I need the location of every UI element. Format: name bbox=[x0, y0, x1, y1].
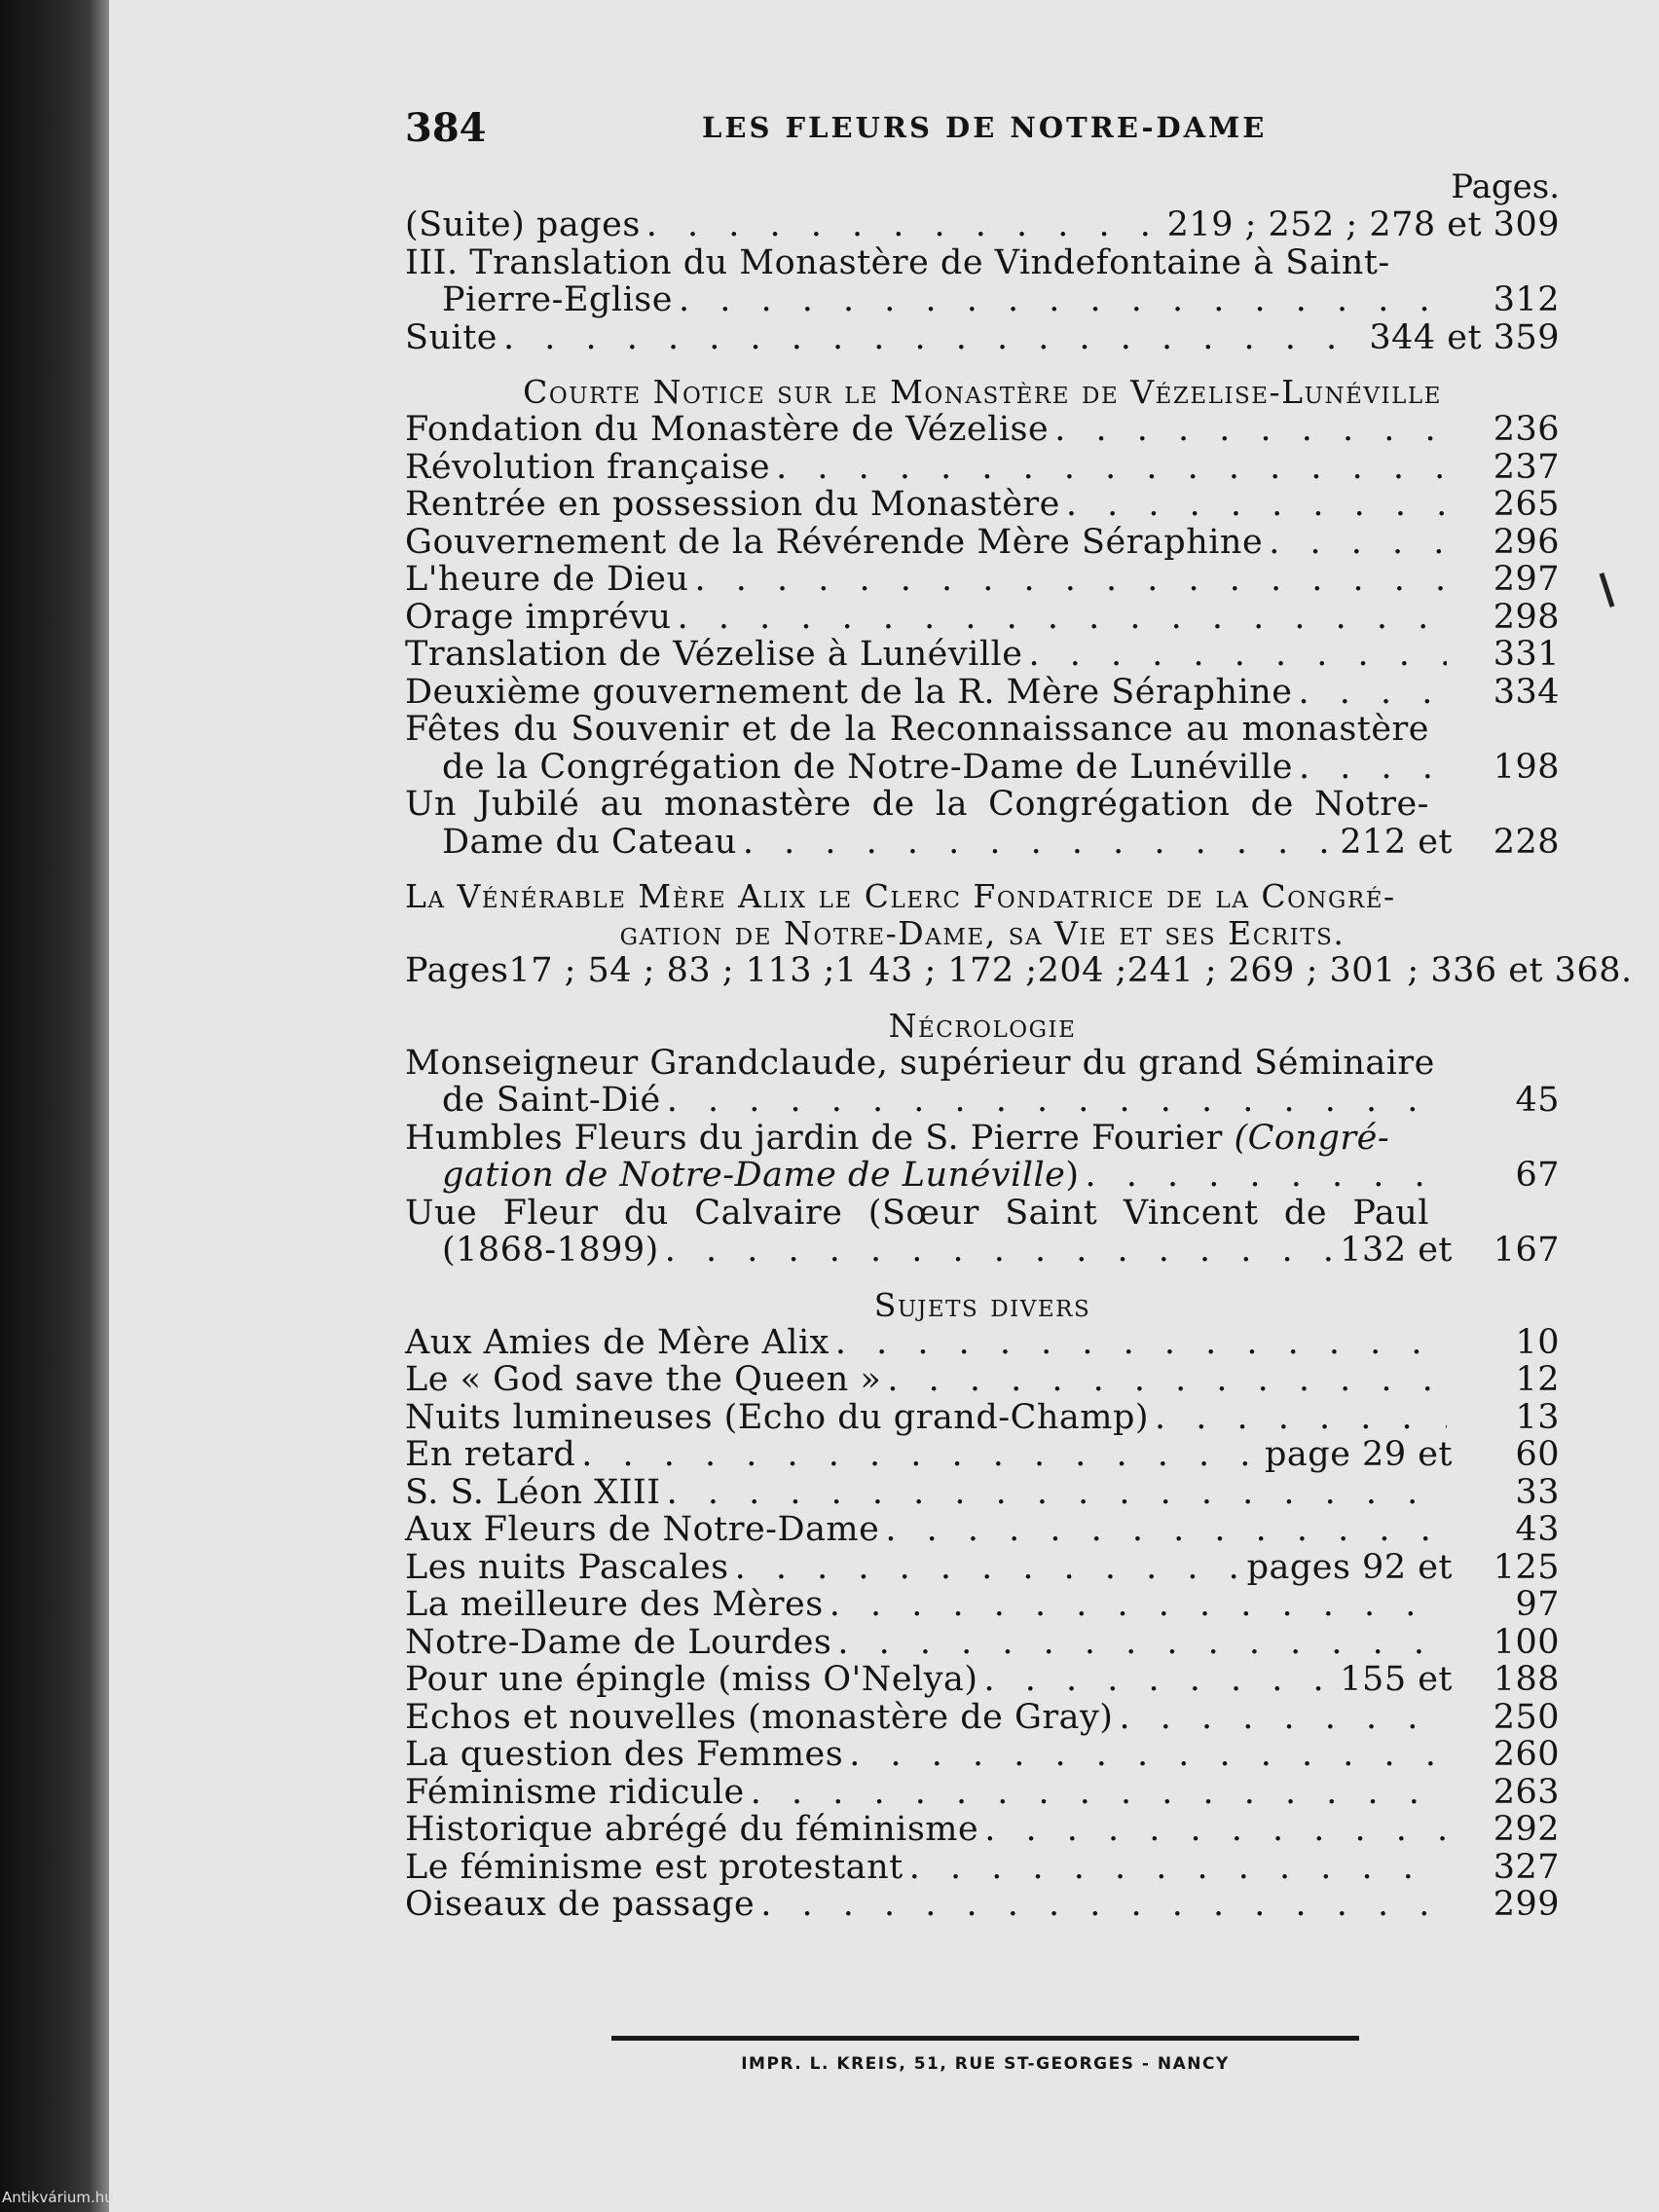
toc-entry bbox=[405, 1699, 1560, 1737]
entry-page-extra: pages 92 et bbox=[1246, 1547, 1453, 1587]
leader-dots bbox=[835, 1324, 1447, 1362]
leader-dots bbox=[1086, 1157, 1447, 1195]
entry-title: Dame du Cateau bbox=[442, 822, 737, 862]
leader-dots bbox=[751, 1774, 1447, 1812]
entry-title: de Saint-Dié bbox=[442, 1081, 661, 1120]
toc-entry bbox=[405, 206, 1560, 244]
entry-page: 298 bbox=[1493, 597, 1560, 637]
entry-page: 237 bbox=[1493, 447, 1560, 487]
entry-title-italic: gation de Notre-Dame de Lunéville bbox=[442, 1156, 1066, 1195]
toc-entry bbox=[405, 411, 1560, 449]
entry-page: 12 bbox=[1515, 1360, 1560, 1399]
toc-entry bbox=[405, 674, 1560, 712]
entry-title-text: Humbles Fleurs du jardin de S. Pierre Fourier bbox=[405, 1118, 1223, 1158]
leader-dots bbox=[849, 1736, 1447, 1774]
entry-title: Fondation du Monastère de Vézelise bbox=[405, 410, 1050, 449]
leader-dots bbox=[678, 599, 1447, 637]
toc-entry bbox=[405, 1436, 1560, 1474]
entry-page: 250 bbox=[1493, 1697, 1560, 1737]
entry-title: Le « God save the Queen » bbox=[405, 1360, 882, 1399]
leader-dots bbox=[735, 1549, 1241, 1587]
entry-title: de la Congrégation de Notre-Dame de Lunéville bbox=[442, 747, 1294, 787]
toc-entry bbox=[405, 1399, 1560, 1437]
entry-title bbox=[442, 1157, 1080, 1195]
watermark: Antikvárium.hu bbox=[2, 2189, 114, 2206]
leader-dots bbox=[1299, 749, 1447, 787]
printer-imprint: IMPR. L. KREIS, 51, RUE ST-GEORGES - NANCY bbox=[741, 2054, 1230, 2074]
entry-page: 334 bbox=[1493, 672, 1560, 712]
entry-title: (Suite) pages bbox=[405, 205, 641, 244]
running-header bbox=[405, 105, 1560, 154]
toc-entry bbox=[405, 1082, 1560, 1120]
entry-title: Oiseaux de passage bbox=[405, 1885, 756, 1924]
toc-entry bbox=[405, 319, 1560, 357]
entry-page: 297 bbox=[1493, 560, 1560, 599]
section-heading-alix-cont: gation de Notre-Dame, sa Vie et ses Ecrits. bbox=[619, 914, 1346, 952]
entry-page: 100 bbox=[1493, 1622, 1560, 1662]
leader-dots bbox=[984, 1811, 1447, 1849]
entry-page-extra: 155 et bbox=[1340, 1660, 1453, 1699]
entry-page: 188 bbox=[1493, 1660, 1560, 1699]
toc-entry bbox=[405, 1736, 1560, 1774]
toc-entry bbox=[405, 749, 1560, 787]
leader-dots bbox=[760, 1886, 1447, 1924]
entry-title: Rentrée en possession du Monastère bbox=[405, 485, 1060, 524]
entry-page: 198 bbox=[1493, 747, 1560, 787]
pages-column-label: Pages. bbox=[1451, 167, 1560, 206]
leader-dots bbox=[1298, 674, 1447, 712]
leader-dots bbox=[776, 449, 1447, 487]
leader-dots bbox=[1269, 524, 1447, 562]
entry-title-line: Un Jubilé au monastère de la Congrégation de Notre- bbox=[405, 785, 1429, 824]
entry-title: La meilleure des Mères bbox=[405, 1585, 824, 1624]
entry-title: Echos et nouvelles (monastère de Gray) bbox=[405, 1697, 1114, 1737]
leader-dots bbox=[1066, 486, 1447, 524]
entry-title: Féminisme ridicule bbox=[405, 1772, 745, 1812]
leader-dots bbox=[743, 824, 1334, 862]
running-title: LES FLEURS DE NOTRE-DAME bbox=[702, 111, 1268, 144]
entry-page-extra: 212 et bbox=[1340, 822, 1453, 862]
leader-dots bbox=[694, 561, 1447, 599]
leader-dots bbox=[667, 1474, 1447, 1512]
toc-entry bbox=[405, 1361, 1560, 1399]
toc-entry bbox=[405, 1157, 1560, 1195]
entry-title-line: Fêtes du Souvenir et de la Reconnaissance au monastère bbox=[405, 710, 1429, 749]
entry-title: En retard bbox=[405, 1435, 576, 1474]
entry-title: La question des Femmes bbox=[405, 1735, 844, 1774]
entry-page: 125 bbox=[1493, 1547, 1560, 1587]
toc-entry bbox=[405, 486, 1560, 524]
leader-dots bbox=[679, 281, 1447, 319]
toc-entry bbox=[405, 1324, 1560, 1362]
entry-title-line: III. Translation du Monastère de Vindefontaine à Saint- bbox=[405, 242, 1390, 282]
toc-entry bbox=[405, 1811, 1560, 1849]
leader-dots bbox=[646, 206, 1161, 244]
entry-title: Translation de Vézelise à Lunéville bbox=[405, 635, 1023, 674]
toc-entry bbox=[405, 599, 1560, 637]
entry-title: Gouvernement de la Révérende Mère Séraphine bbox=[405, 522, 1264, 562]
entry-page: 236 bbox=[1493, 410, 1560, 449]
toc-entry bbox=[405, 449, 1560, 487]
alix-pages-line: Pages17 ; 54 ; 83 ; 113 ;1 43 ; 172 ;204 ;241 ; 269 ; 301 ; 336 et 368. bbox=[405, 951, 1633, 990]
entry-page: 292 bbox=[1493, 1810, 1560, 1849]
page-content bbox=[405, 105, 1633, 1924]
leader-dots bbox=[984, 1661, 1335, 1699]
entry-title: Pour une épingle (miss O'Nelya) bbox=[405, 1660, 978, 1699]
toc-entry bbox=[405, 1511, 1560, 1549]
leader-dots bbox=[667, 1082, 1447, 1120]
toc-entry bbox=[405, 824, 1560, 862]
entry-page: 265 bbox=[1493, 485, 1560, 524]
entry-title: (1868-1899) bbox=[442, 1231, 659, 1270]
entry-title-line: Monseigneur Grandclaude, supérieur du grand Séminaire bbox=[405, 1043, 1435, 1083]
leader-dots bbox=[885, 1511, 1447, 1549]
toc-entry bbox=[405, 1586, 1560, 1624]
toc-entry bbox=[405, 1232, 1560, 1270]
entry-page: 260 bbox=[1493, 1735, 1560, 1774]
toc-entry bbox=[405, 1849, 1560, 1887]
book-spine-shadow bbox=[0, 0, 109, 2212]
entry-page: 263 bbox=[1493, 1772, 1560, 1812]
entry-title: Historique abrégé du féminisme bbox=[405, 1810, 979, 1849]
leader-dots bbox=[837, 1624, 1447, 1662]
entry-page: 33 bbox=[1515, 1472, 1560, 1512]
leader-dots bbox=[830, 1586, 1447, 1624]
entry-page: 327 bbox=[1493, 1847, 1560, 1887]
entry-title: Aux Fleurs de Notre-Dame bbox=[405, 1510, 880, 1549]
entry-page: 97 bbox=[1515, 1585, 1560, 1624]
entry-page-extra: 132 et bbox=[1340, 1231, 1453, 1270]
toc-entry bbox=[405, 1624, 1560, 1662]
entry-title-line bbox=[405, 1120, 1560, 1158]
sujets-entry-list bbox=[405, 1324, 1560, 1924]
entry-title: Deuxième gouvernement de la R. Mère Séraphine bbox=[405, 672, 1293, 712]
toc-entry bbox=[405, 636, 1560, 674]
section-heading-vezelise: Courte Notice sur le Monastère de Vézelise-Lunéville bbox=[523, 373, 1442, 411]
ink-mark bbox=[1600, 572, 1615, 608]
entry-title: Pierre-Eglise bbox=[442, 280, 673, 319]
entry-title: L'heure de Dieu bbox=[405, 560, 689, 599]
toc-entry bbox=[405, 1774, 1560, 1812]
section-heading-sujets: Sujets divers bbox=[873, 1285, 1091, 1324]
entry-page: 45 bbox=[1515, 1081, 1560, 1120]
toc-entry bbox=[405, 1661, 1560, 1699]
entry-page: 331 bbox=[1493, 635, 1560, 674]
leader-dots bbox=[1119, 1699, 1447, 1737]
leader-dots bbox=[1054, 411, 1447, 449]
toc-entry bbox=[405, 561, 1560, 599]
entry-page: 296 bbox=[1493, 522, 1560, 562]
footer-rule bbox=[611, 2036, 1359, 2041]
leader-dots bbox=[581, 1436, 1259, 1474]
entry-title-italic: (Congré- bbox=[1234, 1118, 1390, 1158]
entry-title: Nuits lumineuses (Echo du grand-Champ) bbox=[405, 1397, 1150, 1437]
entry-page: 13 bbox=[1515, 1397, 1560, 1437]
entry-page: 228 bbox=[1493, 822, 1560, 862]
entry-page: 60 bbox=[1515, 1435, 1560, 1474]
toc-entry bbox=[405, 524, 1560, 562]
entry-title: S. S. Léon XIII bbox=[405, 1472, 661, 1512]
leader-dots bbox=[1155, 1399, 1447, 1437]
entry-page: 167 bbox=[1493, 1231, 1560, 1270]
entry-page-extra: page 29 et bbox=[1265, 1435, 1453, 1474]
entry-title: Le féminisme est protestant bbox=[405, 1847, 903, 1887]
leader-dots bbox=[887, 1361, 1447, 1399]
entry-title: Aux Amies de Mère Alix bbox=[405, 1322, 830, 1362]
entry-title: Notre-Dame de Lourdes bbox=[405, 1622, 832, 1662]
entry-page: 299 bbox=[1493, 1885, 1560, 1924]
toc-entry bbox=[405, 1549, 1560, 1587]
entry-page: 67 bbox=[1515, 1156, 1560, 1195]
entry-title: Suite bbox=[405, 317, 498, 357]
toc-entry bbox=[405, 1474, 1560, 1512]
page-number: 384 bbox=[405, 105, 487, 151]
entry-page: 219 ; 252 ; 278 et 309 bbox=[1166, 205, 1560, 244]
entry-title-line: Uue Fleur du Calvaire (Sœur Saint Vincent de Paul bbox=[405, 1193, 1429, 1233]
entry-title: Révolution française bbox=[405, 447, 771, 487]
leader-dots bbox=[503, 319, 1363, 357]
entry-page: 344 et 359 bbox=[1369, 317, 1560, 357]
entry-page: 312 bbox=[1493, 280, 1560, 319]
entry-page: 43 bbox=[1515, 1510, 1560, 1549]
entry-title: Les nuits Pascales bbox=[405, 1547, 729, 1587]
leader-dots bbox=[909, 1849, 1447, 1887]
entry-page: 10 bbox=[1515, 1322, 1560, 1362]
section-heading-alix: La Vénérable Mère Alix le Clerc Fondatrice de la Congré- bbox=[405, 877, 1396, 915]
section-heading-necrologie: Nécrologie bbox=[888, 1006, 1077, 1045]
toc-entry bbox=[405, 1886, 1560, 1924]
vezelise-entry-list bbox=[405, 411, 1560, 711]
entry-title: Orage imprévu bbox=[405, 597, 672, 637]
toc-entry bbox=[405, 281, 1560, 319]
leader-dots bbox=[1028, 636, 1447, 674]
leader-dots bbox=[665, 1232, 1335, 1270]
entry-title-close: ) bbox=[1065, 1156, 1080, 1195]
